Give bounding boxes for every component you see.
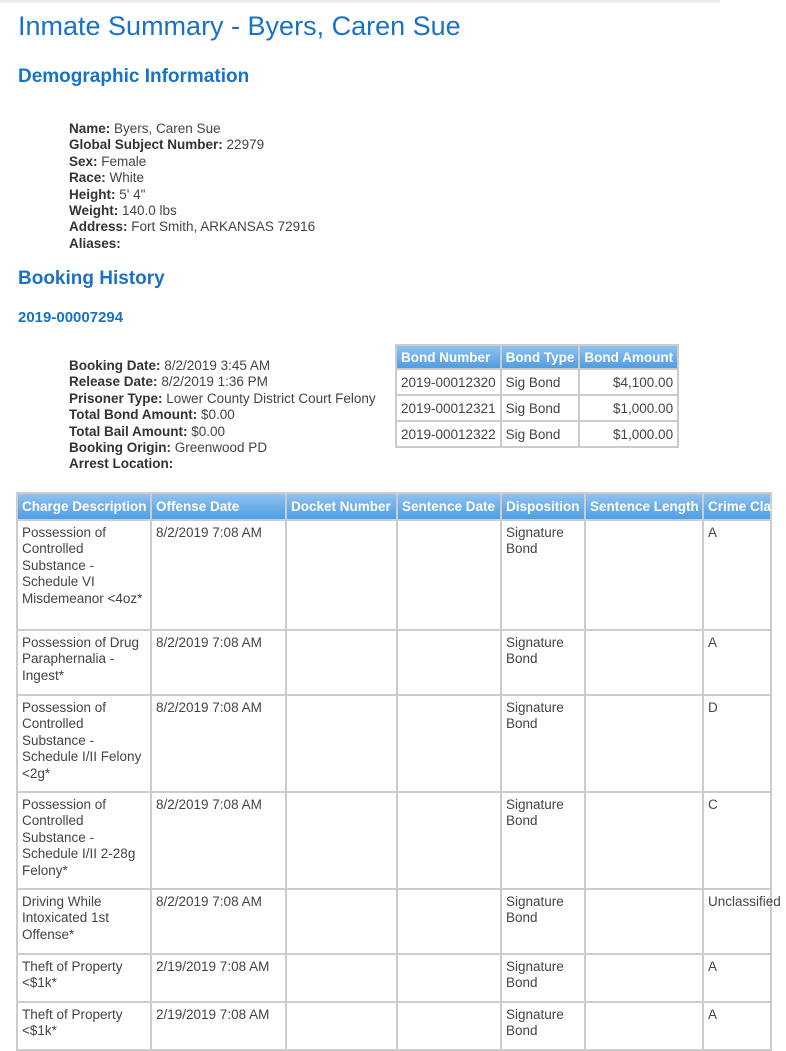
sentence-length-cell bbox=[586, 890, 702, 953]
sentence-length-cell bbox=[586, 1003, 702, 1049]
charges-header-row bbox=[18, 494, 770, 519]
field-value: Byers, Caren Sue bbox=[114, 121, 221, 136]
booking-info bbox=[69, 358, 376, 473]
field-prisoner-type bbox=[69, 391, 376, 407]
field-label: Sex: bbox=[69, 153, 98, 169]
page-title: Inmate Summary - Byers, Caren Sue bbox=[18, 11, 461, 41]
charge-row bbox=[18, 1003, 770, 1049]
docket-number-cell bbox=[287, 1003, 396, 1049]
field-label: Arrest Location: bbox=[69, 456, 174, 472]
sentence-length-cell bbox=[586, 696, 702, 791]
bond-type-header: Bond Type bbox=[502, 346, 579, 368]
field-value: 140.0 lbs bbox=[122, 202, 177, 218]
field-label: Global Subject Number: bbox=[69, 137, 223, 153]
field-value: Lower County District Court Felony bbox=[166, 390, 376, 406]
bond-number-cell: 2019-00012321 bbox=[397, 396, 500, 420]
field-label: Total Bond Amount: bbox=[69, 407, 198, 423]
bond-type-cell: Sig Bond bbox=[502, 396, 579, 420]
crime-class-cell: A bbox=[704, 955, 770, 1001]
disposition-cell: Signature Bond bbox=[502, 521, 584, 629]
crime-class-cell: A bbox=[704, 521, 770, 629]
bond-row bbox=[397, 422, 677, 446]
field-label: Race: bbox=[69, 170, 106, 186]
disposition-cell: Signature Bond bbox=[502, 890, 584, 953]
field-value: Greenwood PD bbox=[174, 439, 268, 455]
bond-header-row bbox=[397, 346, 677, 368]
bond-type-cell: Sig Bond bbox=[502, 370, 579, 394]
field-name bbox=[69, 121, 315, 137]
field-label: Prisoner Type: bbox=[69, 390, 163, 406]
bond-row bbox=[397, 396, 677, 420]
docket-number-cell bbox=[287, 890, 396, 953]
charge-description-cell: Theft of Property <$1k* bbox=[18, 1003, 150, 1049]
docket-number-cell bbox=[287, 793, 396, 888]
field-label: Release Date: bbox=[69, 374, 158, 390]
offense-date-header: Offense Date bbox=[152, 494, 285, 519]
top-border bbox=[0, 0, 720, 3]
field-weight bbox=[69, 203, 315, 219]
charge-row bbox=[18, 793, 770, 888]
charges-body bbox=[18, 521, 781, 1049]
field-label: Height: bbox=[69, 186, 116, 202]
charge-row bbox=[18, 696, 770, 791]
offense-date-cell: 2/19/2019 7:08 AM bbox=[152, 1003, 285, 1049]
disposition-cell: Signature Bond bbox=[502, 631, 584, 694]
disposition-cell: Signature Bond bbox=[502, 955, 584, 1001]
charge-row bbox=[18, 631, 770, 694]
sentence-date-cell bbox=[398, 890, 500, 953]
offense-date-cell: 8/2/2019 7:08 AM bbox=[152, 521, 285, 629]
field-global-subject-number bbox=[69, 137, 315, 153]
field-value: $0.00 bbox=[200, 407, 235, 423]
sentence-length-header: Sentence Length bbox=[586, 494, 702, 519]
crime-class-header: Crime Class bbox=[704, 494, 770, 519]
docket-number-cell bbox=[287, 955, 396, 1001]
offense-date-cell: 8/2/2019 7:08 AM bbox=[152, 631, 285, 694]
bond-table bbox=[395, 344, 679, 448]
charges-table bbox=[16, 492, 786, 1051]
demographic-heading: Demographic Information bbox=[18, 66, 250, 87]
bond-number-cell: 2019-00012322 bbox=[397, 422, 500, 446]
field-booking-date bbox=[69, 358, 376, 374]
field-value: 22979 bbox=[226, 137, 265, 153]
docket-number-cell bbox=[287, 696, 396, 791]
demographic-info bbox=[69, 121, 315, 252]
charge-description-cell: Possession of Controlled Substance - Schedule I/II 2-28g Felony* bbox=[18, 793, 150, 888]
field-value: 5' 4" bbox=[119, 186, 146, 202]
crime-class-cell: C bbox=[704, 793, 770, 888]
field-value: Fort Smith, ARKANSAS 72916 bbox=[131, 219, 316, 235]
crime-class-cell: A bbox=[704, 631, 770, 694]
field-address bbox=[69, 219, 315, 235]
bond-number-header: Bond Number bbox=[397, 346, 500, 368]
sentence-date-cell bbox=[398, 631, 500, 694]
bond-type-cell: Sig Bond bbox=[502, 422, 579, 446]
sentence-date-cell bbox=[398, 696, 500, 791]
docket-number-cell bbox=[287, 631, 396, 694]
field-aliases bbox=[69, 236, 315, 252]
field-label: Address: bbox=[69, 219, 128, 235]
sentence-length-cell bbox=[586, 955, 702, 1001]
charge-description-cell: Possession of Controlled Substance - Schedule I/II Felony <2g* bbox=[18, 696, 150, 791]
charge-description-cell: Theft of Property <$1k* bbox=[18, 955, 150, 1001]
booking-history-heading: Booking History bbox=[18, 268, 165, 289]
crime-class-cell: Unclassified bbox=[704, 890, 770, 953]
sentence-date-cell bbox=[398, 955, 500, 1001]
field-label: Booking Origin: bbox=[69, 439, 171, 455]
charge-description-cell: Driving While Intoxicated 1st Offense* bbox=[18, 890, 150, 953]
charge-description-cell: Possession of Drug Paraphernalia - Ingest* bbox=[18, 631, 150, 694]
charge-row bbox=[18, 890, 770, 953]
sentence-length-cell bbox=[586, 521, 702, 629]
disposition-cell: Signature Bond bbox=[502, 793, 584, 888]
sentence-date-header: Sentence Date bbox=[398, 494, 500, 519]
field-release-date bbox=[69, 374, 376, 390]
disposition-header: Disposition bbox=[502, 494, 584, 519]
charge-row bbox=[18, 521, 770, 629]
bond-amount-header: Bond Amount bbox=[580, 346, 677, 368]
charge-description-cell: Possession of Controlled Substance - Schedule VI Misdemeanor <4oz* bbox=[18, 521, 150, 629]
field-total-bail-amount bbox=[69, 424, 376, 440]
field-height bbox=[69, 187, 315, 203]
field-value: 8/2/2019 3:45 AM bbox=[164, 358, 271, 373]
field-label: Name: bbox=[69, 121, 111, 136]
sentence-date-cell bbox=[398, 1003, 500, 1049]
docket-number-header: Docket Number bbox=[287, 494, 396, 519]
field-label: Aliases: bbox=[69, 235, 121, 251]
disposition-cell: Signature Bond bbox=[502, 1003, 584, 1049]
bond-number-cell: 2019-00012320 bbox=[397, 370, 500, 394]
sentence-date-cell bbox=[398, 521, 500, 629]
bond-amount-cell: $1,000.00 bbox=[580, 396, 677, 420]
field-value: White bbox=[109, 170, 145, 186]
sentence-length-cell bbox=[586, 631, 702, 694]
field-label: Booking Date: bbox=[69, 358, 161, 373]
booking-number-link[interactable]: 2019-00007294 bbox=[18, 309, 124, 326]
disposition-cell: Signature Bond bbox=[502, 696, 584, 791]
charge-row bbox=[18, 955, 770, 1001]
charges-table-container bbox=[16, 492, 786, 1039]
field-value: 8/2/2019 1:36 PM bbox=[161, 374, 268, 390]
field-total-bond-amount bbox=[69, 407, 376, 423]
field-arrest-location bbox=[69, 456, 376, 472]
sentence-length-cell bbox=[586, 793, 702, 888]
field-sex bbox=[69, 154, 315, 170]
offense-date-cell: 8/2/2019 7:08 AM bbox=[152, 793, 285, 888]
field-race bbox=[69, 170, 315, 186]
docket-number-cell bbox=[287, 521, 396, 629]
bond-row bbox=[397, 370, 677, 394]
offense-date-cell: 8/2/2019 7:08 AM bbox=[152, 696, 285, 791]
field-label: Weight: bbox=[69, 202, 119, 218]
bond-amount-cell: $4,100.00 bbox=[580, 370, 677, 394]
crime-class-cell: D bbox=[704, 696, 770, 791]
field-label: Total Bail Amount: bbox=[69, 423, 188, 439]
offense-date-cell: 2/19/2019 7:08 AM bbox=[152, 955, 285, 1001]
field-value: Female bbox=[101, 153, 147, 169]
field-booking-origin bbox=[69, 440, 376, 456]
sentence-date-cell bbox=[398, 793, 500, 888]
charge-description-header: Charge Description bbox=[18, 494, 150, 519]
bond-amount-cell: $1,000.00 bbox=[580, 422, 677, 446]
crime-class-cell: A bbox=[704, 1003, 770, 1049]
offense-date-cell: 8/2/2019 7:08 AM bbox=[152, 890, 285, 953]
field-value: $0.00 bbox=[191, 423, 226, 439]
